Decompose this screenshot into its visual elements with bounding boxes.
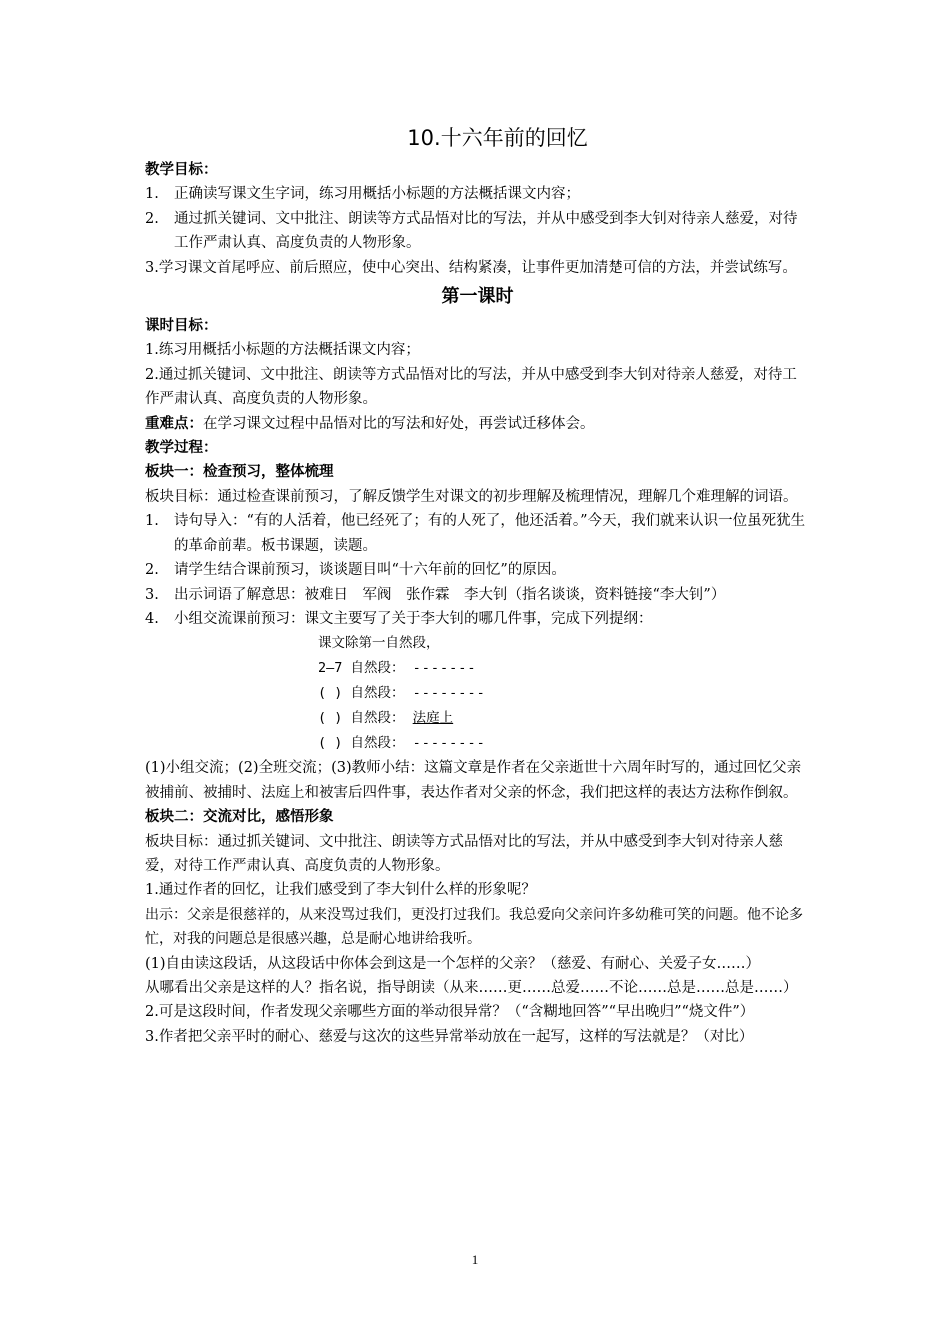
outline-line — [318, 656, 810, 681]
outline-blank: -------- — [412, 735, 486, 752]
outline-label: 2—7 自然段： — [318, 660, 405, 677]
step-number: 3. — [145, 586, 159, 603]
block1-step — [145, 607, 810, 631]
key-text: 在学习课文过程中品悟对比的写法和好处，再尝试迁移体会。 — [203, 415, 595, 432]
outline-label: 自然段： — [350, 685, 405, 702]
lesson-goals-heading: 课时目标： — [145, 318, 218, 335]
step-text: 小组交流课前预习：课文主要写了关于李大钊的哪几件事，完成下列提纲： — [174, 610, 653, 627]
outline-line — [318, 731, 810, 756]
outline-blank: ------- — [412, 660, 477, 677]
goal-number: 2. — [145, 210, 159, 227]
goal-item — [145, 182, 810, 206]
goal-number: 1. — [145, 186, 159, 203]
block2-goal: 板块目标：通过抓关键词、文中批注、朗读等方式品悟对比的写法，并从中感受到李大钊对待亲人慈爱，对待工作严肃认真、高度负责的人物形象。 — [145, 833, 783, 874]
outline-paren: ( ) — [318, 735, 343, 752]
outline-blank: -------- — [412, 685, 486, 702]
page-number: 1 — [471, 1252, 479, 1267]
goal-item-3: 3.学习课文首尾呼应、前后照应，使中心突出、结构紧凑，让事件更加清楚可信的方法，并尝试练写。 — [145, 259, 797, 276]
block1-summary: (1)小组交流；(2)全班交流；(3)教师小结：这篇文章是作者在父亲逝世十六周年时写的，通过回忆父亲被捕前、被捕时、法庭上和被害后四件事，表达作者对父亲的怀念，我们把这样的表达方法称作倒叙。 — [145, 760, 802, 801]
goal-text: 通过抓关键词、文中批注、朗读等方式品悟对比的写法，并从中感受到李大钊对待亲人慈爱，对待工作严肃认真、高度负责的人物形象。 — [174, 210, 798, 252]
question-2: 2.可是这段时间，作者发现父亲哪些方面的举动很异常？（“含糊地回答”“早出晚归”“烧文件”） — [145, 1004, 755, 1021]
goals-heading: 教学目标： — [145, 162, 218, 178]
key-points — [145, 412, 810, 436]
document-title: 10.十六年前的回忆 — [407, 126, 588, 150]
block1-step — [145, 509, 810, 558]
step-text: 请学生结合课前预习，谈谈题目叫“十六年前的回忆”的原因。 — [174, 562, 566, 579]
step-number: 1. — [145, 513, 159, 530]
step-text: 出示词语了解意思：被难日 军阀 张作霖 李大钊（指名谈谈，资料链接“李大钊”） — [174, 586, 726, 603]
lesson-goal-2: 2.通过抓关键词、文中批注、朗读等方式品悟对比的写法，并从中感受到李大钊对待亲人慈爱，对待工作严肃认真、高度负责的人物形象。 — [145, 366, 797, 408]
shown-passage: 出示：父亲是很慈祥的，从来没骂过我们，更没打过我们。我总爱向父亲问许多幼稚可笑的问题。他不论多忙，对我的问题总是很感兴趣，总是耐心地讲给我听。 — [145, 906, 803, 948]
outline-block — [318, 631, 810, 756]
question-1a: (1)自由读这段话，从这段话中你体会到这是一个怎样的父亲？（慈爱、有耐心、关爱子女……） — [145, 955, 761, 972]
lesson-heading: 第一课时 — [441, 286, 514, 308]
block1-heading: 板块一：检查预习，整体梳理 — [145, 464, 334, 481]
outline-court: 法庭上 — [412, 710, 454, 727]
step-number: 4. — [145, 610, 159, 627]
block1-step — [145, 583, 810, 607]
outline-paren: ( ) — [318, 710, 343, 727]
step-text: 诗句导入：“有的人活着，他已经死了；有的人死了，他还活着。”今天，我们就来认识一位虽死犹生的革命前辈。板书课题，读题。 — [174, 513, 806, 554]
step-number: 2. — [145, 562, 159, 579]
outline-label: 自然段： — [350, 735, 405, 752]
block1-goal: 板块目标：通过检查课前预习，了解反馈学生对课文的初步理解及梳理情况，理解几个难理解的词语。 — [145, 488, 798, 505]
goal-text: 正确读写课文生字词，练习用概括小标题的方法概括课文内容； — [174, 186, 580, 203]
outline-label: 自然段： — [350, 710, 405, 727]
outline-line: 课文除第一自然段， — [318, 635, 440, 652]
question-1b: 从哪看出父亲是这样的人？指名说，指导朗读（从来……更……总爱……不论……总是……总是……） — [145, 979, 798, 996]
lesson-goal-1: 1.练习用概括小标题的方法概括课文内容； — [145, 342, 420, 359]
key-label: 重难点： — [145, 415, 203, 432]
outline-line — [318, 706, 810, 731]
question-3: 3.作者把父亲平时的耐心、慈爱与这次的这些异常举动放在一起写，这样的写法就是？（对比） — [145, 1028, 754, 1045]
goal-item — [145, 207, 810, 256]
outline-line — [318, 681, 810, 706]
outline-paren: ( ) — [318, 685, 343, 702]
process-heading: 教学过程： — [145, 440, 218, 457]
document-page — [145, 120, 810, 1049]
question-1: 1.通过作者的回忆，让我们感受到了李大钊什么样的形象呢？ — [145, 882, 536, 899]
block2-heading: 板块二：交流对比，感悟形象 — [145, 809, 334, 826]
block1-step — [145, 558, 810, 582]
